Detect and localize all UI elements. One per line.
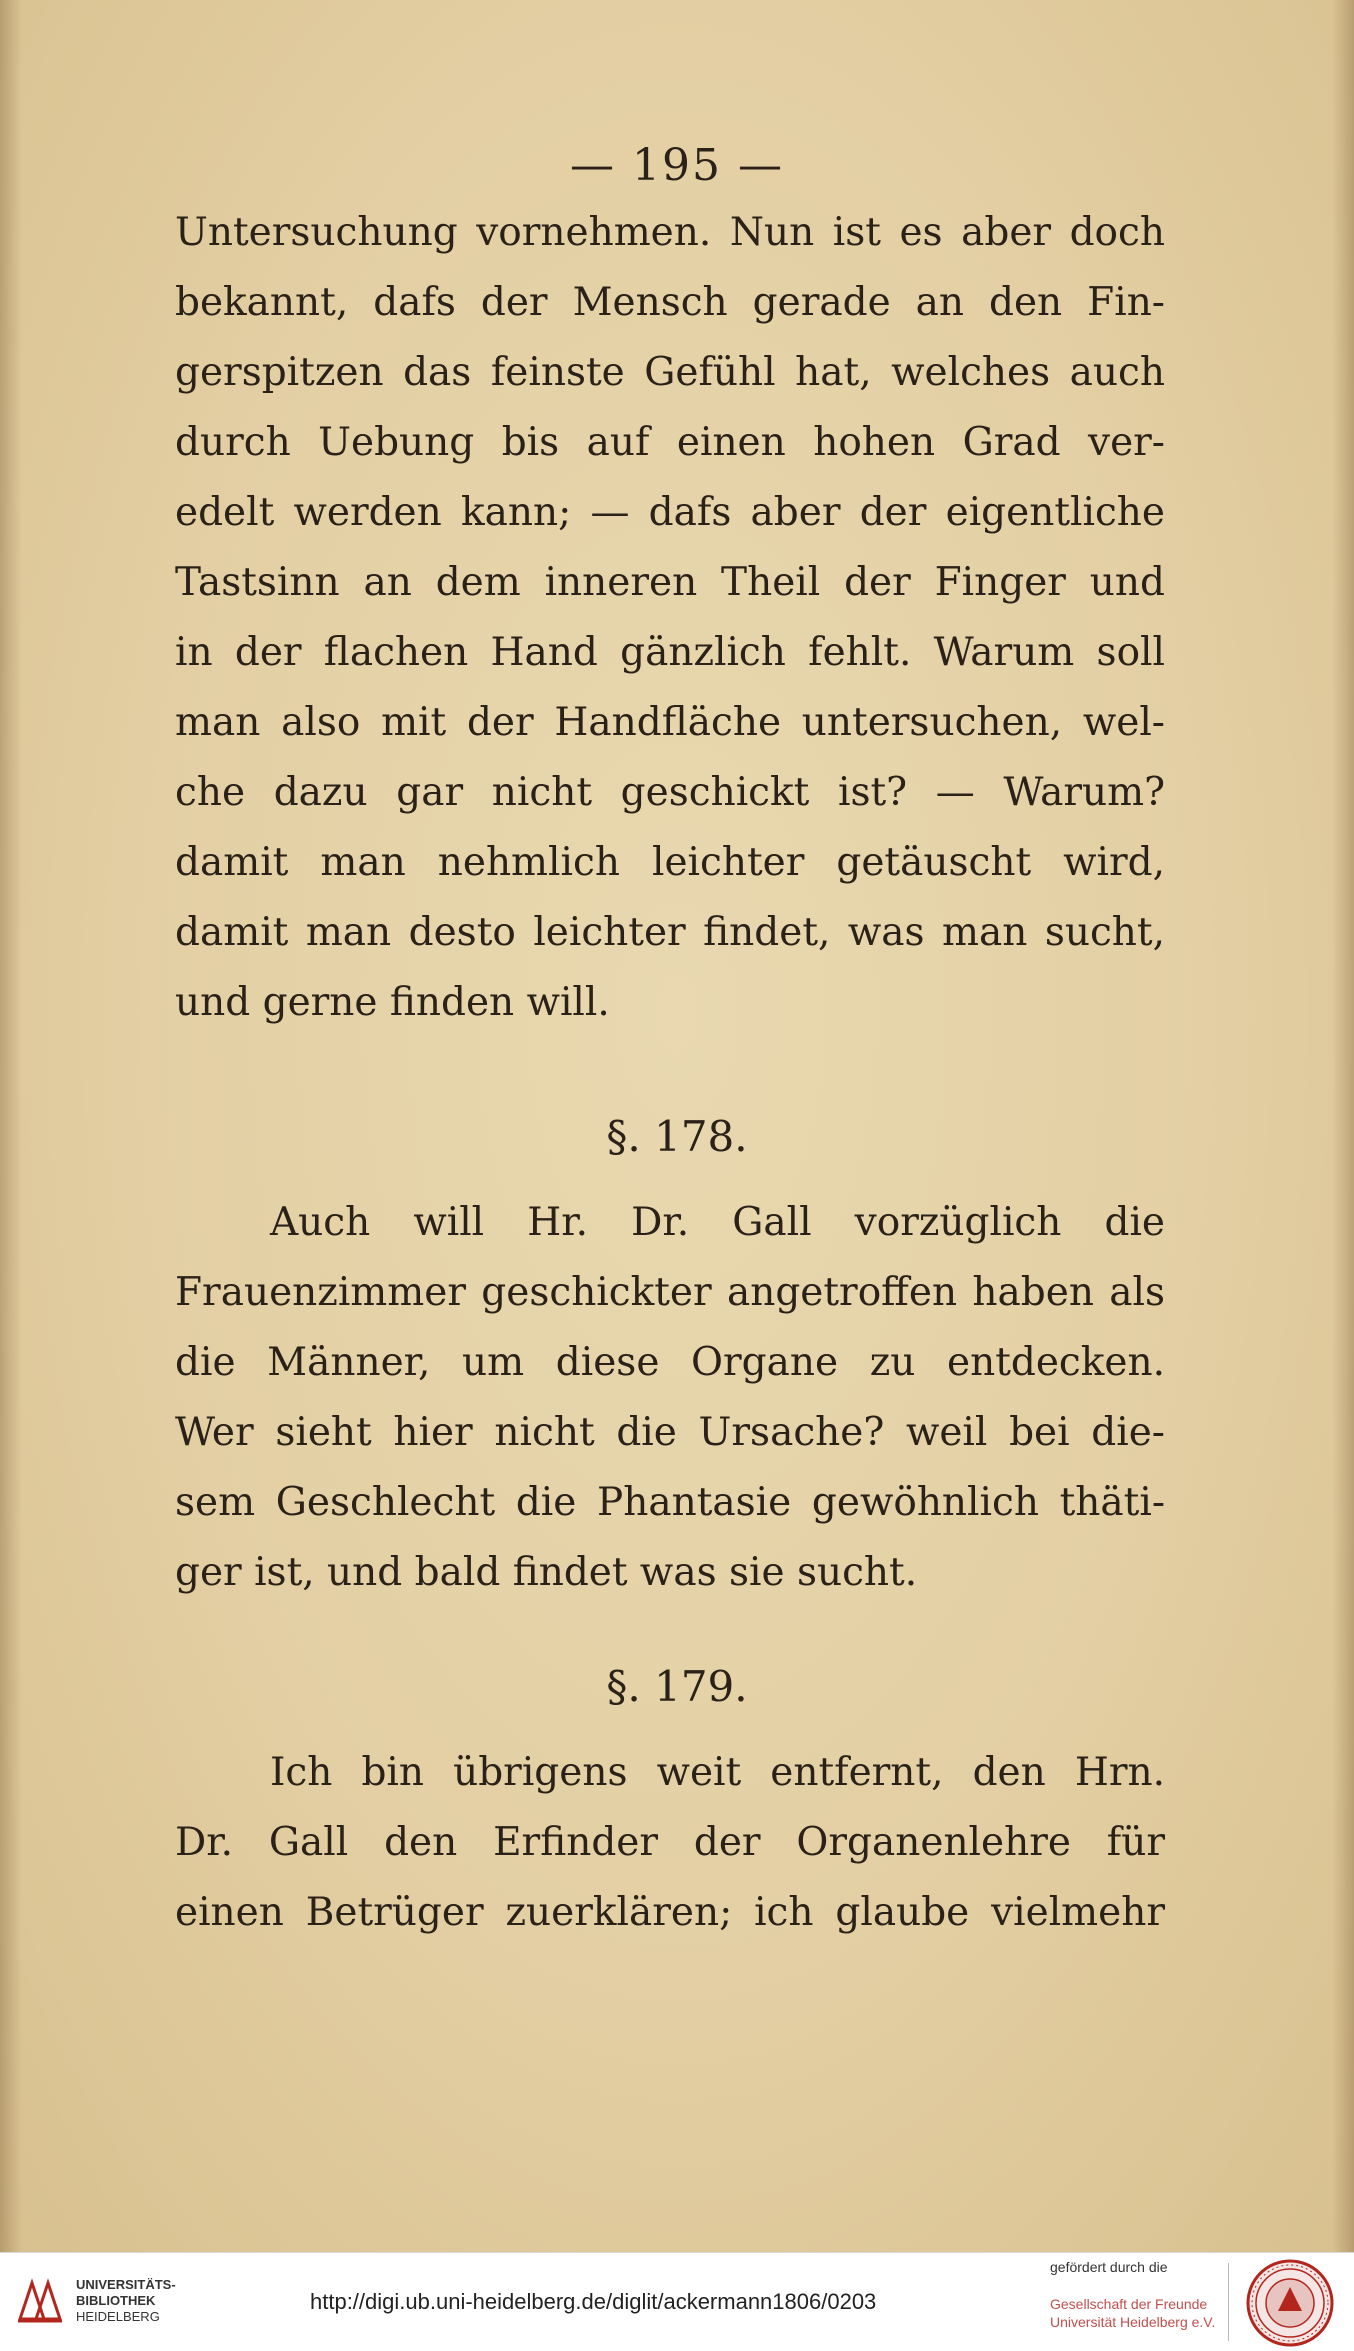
text-line: einen Betrüger zuerklären; ich glaube vielmehr: [175, 1890, 1165, 1935]
library-name-line: UNIVERSITÄTS-: [76, 2277, 176, 2292]
text-line: Frauenzimmer geschickter angetroffen haben als: [175, 1270, 1165, 1315]
footer-bar: [0, 2252, 1354, 2351]
text-line: Dr. Gall den Erfinder der Organenlehre für: [175, 1820, 1165, 1865]
text-line: in der flachen Hand gänzlich fehlt. Warum soll: [175, 630, 1165, 675]
sponsor-label: gefördert durch die: [1050, 2259, 1168, 2275]
text-line: damit man desto leichter findet, was man sucht,: [175, 910, 1165, 955]
library-name: [76, 2277, 176, 2325]
university-library-logo-icon: [14, 2275, 66, 2327]
text-line: die Männer, um diese Organe zu entdecken.: [175, 1340, 1165, 1385]
text-line: sem Geschlecht die Phantasie gewöhnlich thäti-: [175, 1480, 1165, 1525]
paragraph-1: [175, 198, 1165, 1038]
text-line: und gerne finden will.: [175, 980, 610, 1025]
university-seal-icon: [1246, 2259, 1334, 2347]
text-line: che dazu gar nicht geschickt ist? — Warum?: [175, 770, 1165, 815]
section-heading-179: §. 179.: [606, 1662, 748, 1711]
text-line: edelt werden kann; — dafs aber der eigentliche: [175, 490, 1165, 535]
text-line: bekannt, dafs der Mensch gerade an den Fin-: [175, 280, 1165, 325]
text-line: man also mit der Handfläche untersuchen, wel-: [175, 700, 1165, 745]
text-line: Wer sieht hier nicht die Ursache? weil bei die-: [175, 1410, 1165, 1455]
sponsor-name-line: Gesellschaft der Freunde: [1050, 2296, 1208, 2312]
text-line: Untersuchung vornehmen. Nun ist es aber doch: [175, 210, 1165, 255]
text-line: durch Uebung bis auf einen hohen Grad ver-: [175, 420, 1165, 465]
text-line: ger ist, und bald findet was sie sucht.: [175, 1550, 918, 1595]
section-heading-178: §. 178.: [606, 1112, 748, 1161]
sponsor-name: [1050, 2295, 1215, 2331]
text-line: Ich bin übrigens weit entfernt, den Hrn.: [270, 1750, 1165, 1795]
paragraph-2: [175, 1188, 1165, 1608]
library-name-line: BIBLIOTHEK: [76, 2293, 156, 2308]
text-line: Auch will Hr. Dr. Gall vorzüglich die: [270, 1200, 1165, 1245]
page-number: — 195 —: [570, 140, 784, 191]
text-line: damit man nehmlich leichter getäuscht wird,: [175, 840, 1165, 885]
text-line: Tastsinn an dem inneren Theil der Finger und: [175, 560, 1165, 605]
text-line: gerspitzen das feinste Gefühl hat, welches auch: [175, 350, 1165, 395]
footer-divider: [1228, 2263, 1229, 2341]
sponsor-name-line: Universität Heidelberg e.V.: [1050, 2314, 1216, 2330]
permalink-url[interactable]: http://digi.ub.uni-heidelberg.de/diglit/ackermann1806/0203: [310, 2289, 877, 2314]
library-name-line: HEIDELBERG: [76, 2309, 160, 2324]
paragraph-3: [175, 1738, 1165, 1948]
